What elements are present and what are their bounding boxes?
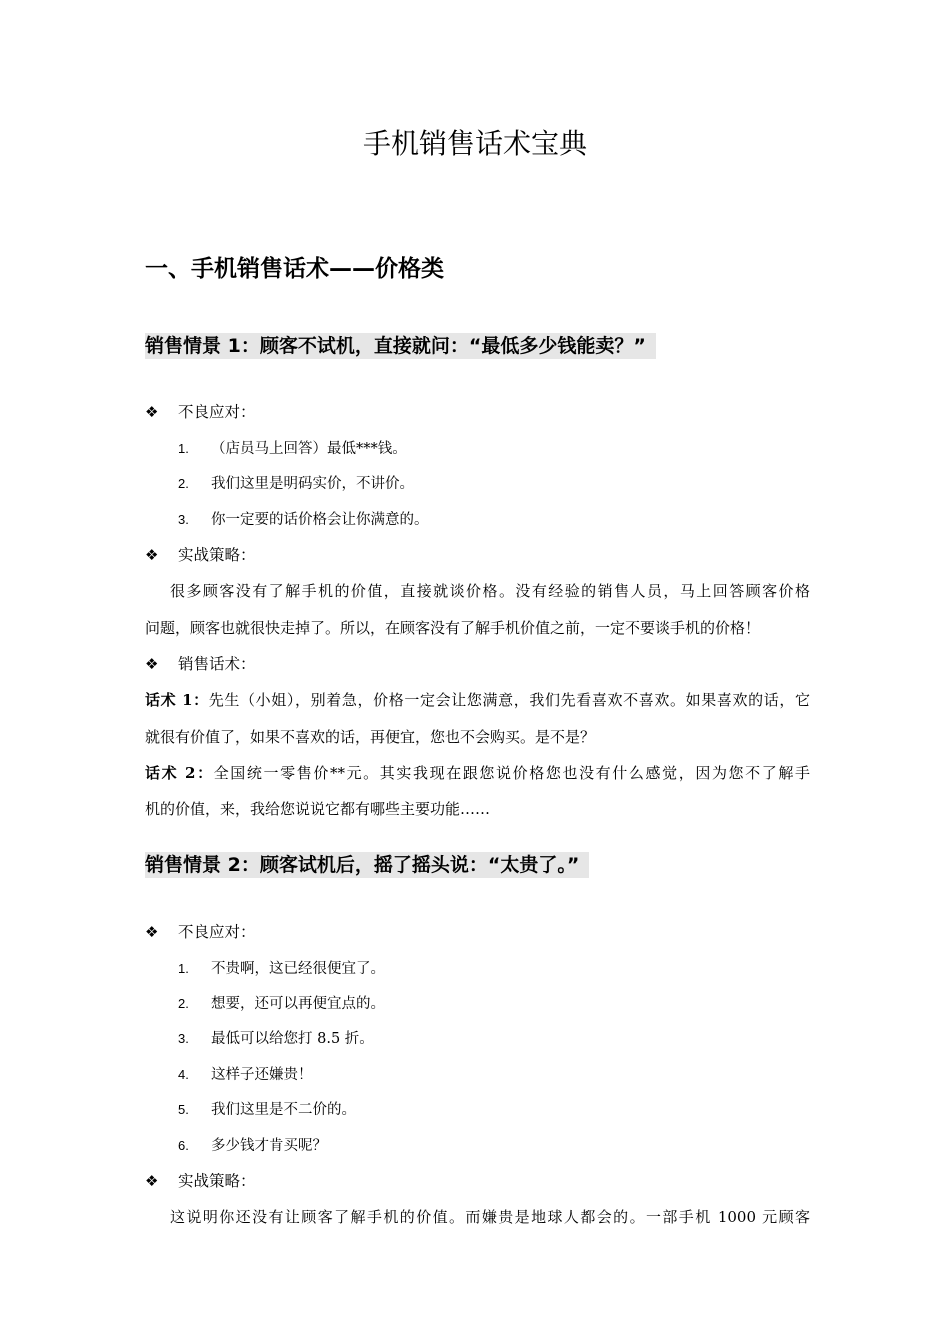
diamond-bullet-icon: ❖ [145,923,159,941]
strategy-text-line: 这说明你还没有让顾客了解手机的价值。而嫌贵是地球人都会的。一部手机 1000 元顾客 [170,1208,810,1226]
strategy-text-line: 问题，顾客也就很快走掉了。所以，在顾客没有了解手机价值之前，一定不要谈手机的价格！ [145,619,761,637]
list-item: 6. 多少钱才肯买呢？ [178,1138,327,1154]
sales-script-label: ❖ 销售话术： [145,655,256,673]
bad-response-label-1: ❖ 不良应对： [145,403,256,421]
list-item: 3. 最低可以给您打 8.5 折。 [178,1031,374,1047]
scenario-2-heading: 销售情景 2：顾客试机后，摇了摇头说：“太贵了。” [145,852,589,878]
talk-1-line-1: 话术 1：先生（小姐），别着急，价格一定会让您满意，我们先看喜欢不喜欢。如果喜欢的话，它 [145,691,810,709]
diamond-bullet-icon: ❖ [145,1172,159,1190]
scenario-1-heading: 销售情景 1：顾客不试机，直接就问：“最低多少钱能卖？” [145,333,656,359]
list-item: 2. 我们这里是明码实价，不讲价。 [178,476,414,492]
section-heading: 一、手机销售话术——价格类 [145,256,444,282]
diamond-bullet-icon: ❖ [145,403,159,421]
diamond-bullet-icon: ❖ [145,546,159,564]
strategy-text-line: 很多顾客没有了解手机的价值，直接就谈价格。没有经验的销售人员，马上回答顾客价格 [170,582,810,600]
strategy-label-1: ❖ 实战策略： [145,546,256,564]
diamond-bullet-icon: ❖ [145,655,159,673]
talk-2-label: 话术 2： [145,764,214,782]
talk-2-line-1: 话术 2：全国统一零售价**元。其实我现在跟您说价格您也没有什么感觉，因为您不了解手 [145,764,810,782]
talk-1-line-2: 就很有价值了，如果不喜欢的话，再便宜，您也不会购买。是不是？ [145,728,596,746]
list-item: 5. 我们这里是不二价的。 [178,1102,356,1118]
strategy-label-2: ❖ 实战策略： [145,1172,256,1190]
document-title: 手机销售话术宝典 [362,127,587,160]
list-item: 1. （店员马上回答）最低***钱。 [178,441,407,457]
talk-1-label: 话术 1： [145,691,209,709]
talk-2-line-2: 机的价值，来，我给您说说它都有哪些主要功能…… [145,800,491,818]
list-item: 1. 不贵啊，这已经很便宜了。 [178,961,385,977]
list-item: 3. 你一定要的话价格会让你满意的。 [178,512,429,528]
bad-response-label-2: ❖ 不良应对： [145,923,256,941]
list-item: 2. 想要，还可以再便宜点的。 [178,996,385,1012]
list-item: 4. 这样子还嫌贵！ [178,1067,313,1083]
